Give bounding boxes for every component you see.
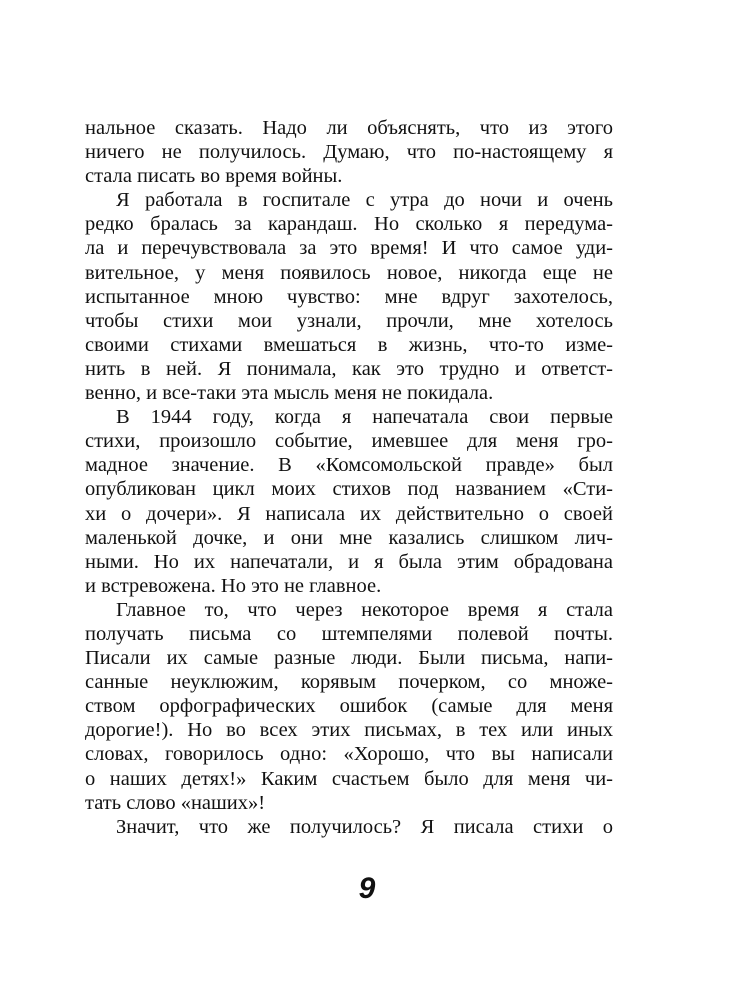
text-line: Писали их самые разные люди. Были письма, напи- bbox=[85, 647, 613, 670]
page-body bbox=[85, 116, 613, 839]
text-line: Значит, что же получилось? Я писала стихи о bbox=[116, 815, 613, 838]
paragraph bbox=[85, 598, 613, 815]
text-line: нить в ней. Я понимала, как это трудно и ответст- bbox=[85, 357, 613, 380]
text-line: стала писать во время войны. bbox=[85, 165, 343, 188]
text-line: ными. Но их напечатали, и я была этим обрадована bbox=[85, 550, 613, 573]
text-line: санные неуклюжим, корявым почерком, со множе- bbox=[85, 671, 613, 694]
text-line: тать слово «наших»! bbox=[85, 791, 266, 814]
text-line: стихи, произошло событие, имевшее для меня гро- bbox=[85, 430, 613, 453]
text-line: и встревожена. Но это не главное. bbox=[85, 574, 382, 597]
text-line: ством орфографических ошибок (самые для меня bbox=[85, 695, 613, 718]
text-line: опубликован цикл моих стихов под названием «Сти- bbox=[85, 478, 613, 501]
text-line: Главное то, что через некоторое время я стала bbox=[116, 598, 613, 621]
text-line: маленькой дочке, и они мне казались слишком лич- bbox=[85, 526, 613, 549]
text-line: венно, и все-таки эта мысль меня не покидала. bbox=[85, 382, 494, 405]
paragraph bbox=[85, 405, 613, 598]
text-line: получать письма со штемпелями полевой почты. bbox=[85, 622, 613, 645]
text-line: мадное значение. В «Комсомольской правде» был bbox=[85, 454, 613, 477]
text-line: ла и перечувствовала за это время! И что самое уди- bbox=[85, 237, 613, 260]
text-line: Я работала в госпитале с утра до ночи и очень bbox=[116, 189, 613, 212]
text-line: о наших детях!» Каким счастьем было для меня чи- bbox=[85, 767, 613, 790]
text-line: испытанное мною чувство: мне вдруг захотелось, bbox=[85, 285, 613, 308]
text-line: своими стихами вмешаться в жизнь, что-то изме- bbox=[85, 333, 613, 356]
text-line: вительное, у меня появилось новое, никогда еще не bbox=[85, 261, 613, 284]
text-line: нальное сказать. Надо ли объяснять, что из этого bbox=[85, 117, 613, 139]
text-line: ничего не получилось. Думаю, что по-настоящему я bbox=[85, 141, 613, 164]
text-line: чтобы стихи мои узнали, прочли, мне хотелось bbox=[85, 309, 613, 332]
page-number: 9 bbox=[358, 872, 376, 905]
text-line: словах, говорилось одно: «Хорошо, что вы написали bbox=[85, 743, 613, 766]
text-line: редко бралась за карандаш. Но сколько я передума- bbox=[85, 213, 613, 236]
paragraph bbox=[85, 815, 613, 839]
text-line: В 1944 году, когда я напечатала свои первые bbox=[116, 406, 613, 429]
paragraph bbox=[85, 116, 613, 188]
text-line: хи о дочери». Я написала их действительно о своей bbox=[85, 502, 613, 525]
text-line: дорогие!). Но во всех этих письмах, в тех или иных bbox=[85, 719, 613, 742]
paragraph bbox=[85, 188, 613, 405]
